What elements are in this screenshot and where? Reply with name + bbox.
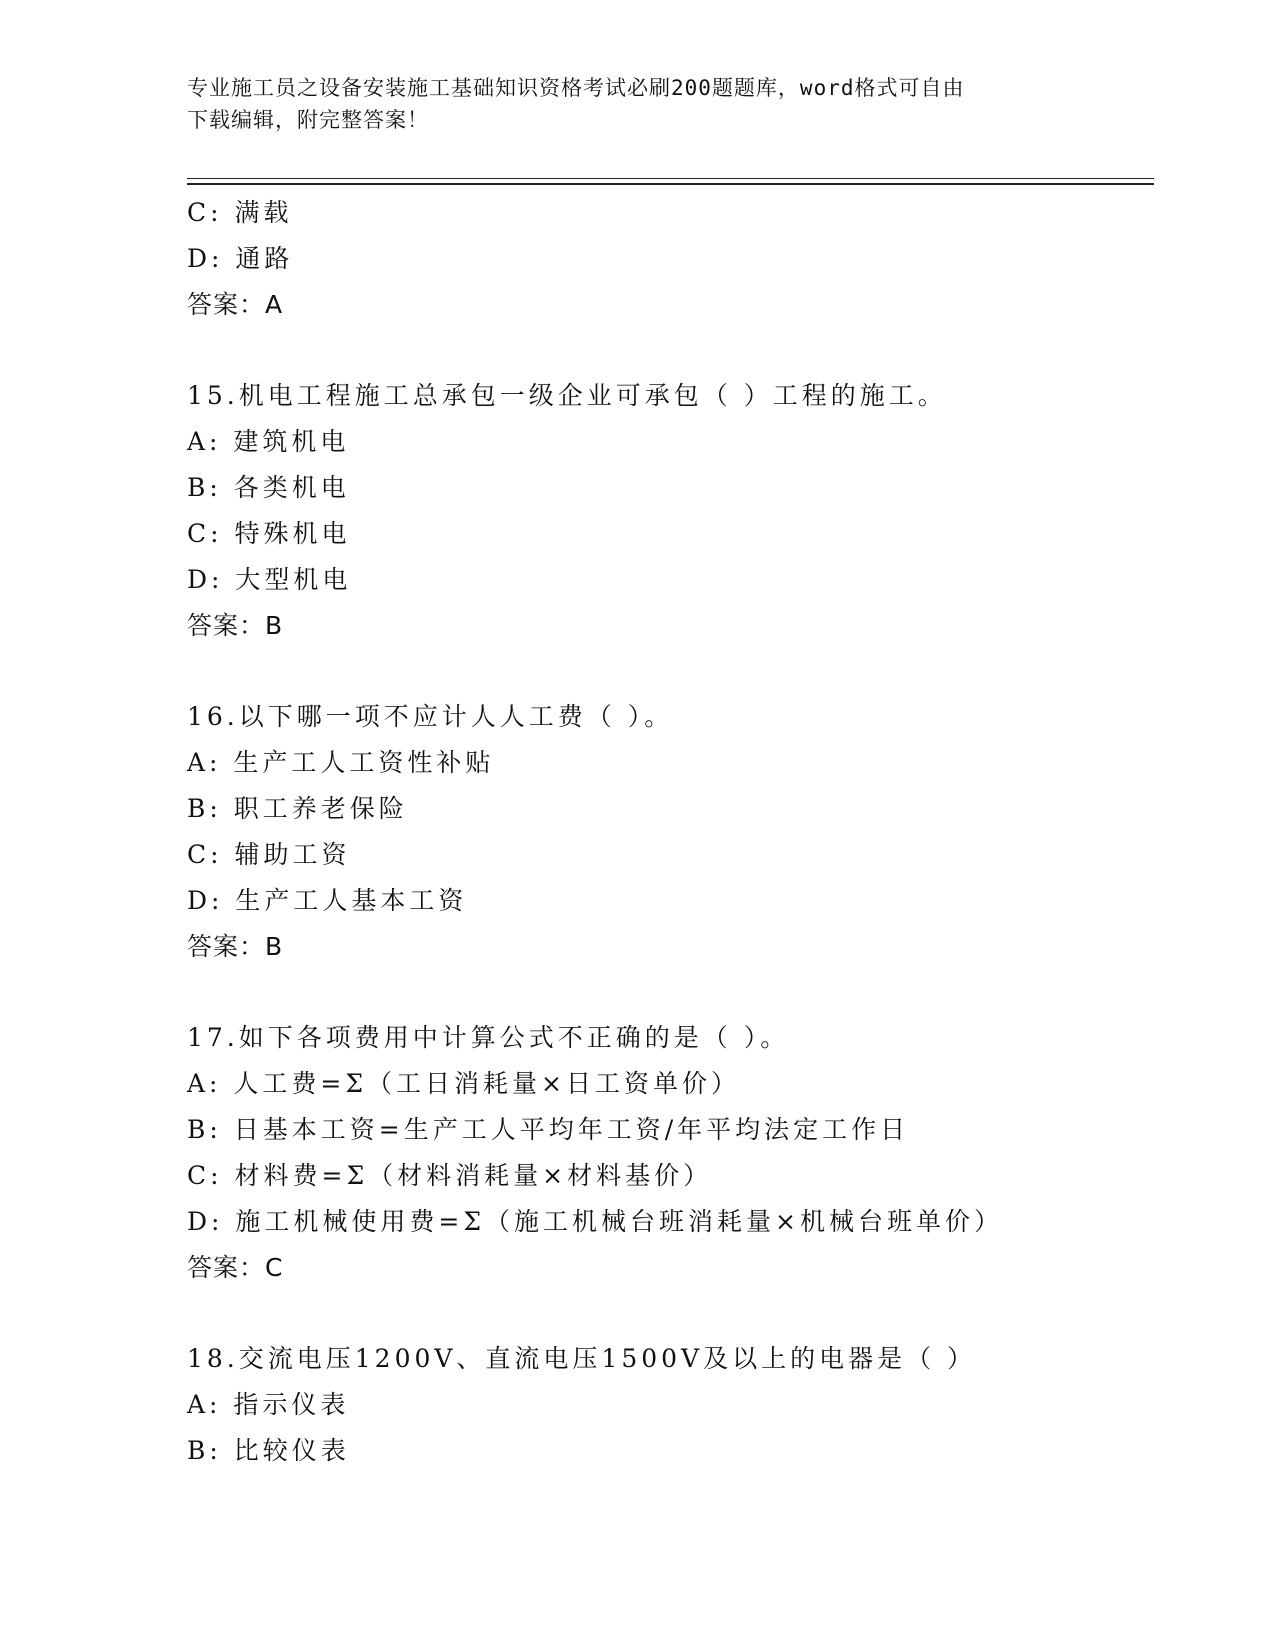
question-text: 18.交流电压1200V、直流电压1500V及以上的电器是（ ）	[187, 1344, 977, 1373]
option-a: A: 生产工人工资性补贴	[187, 748, 495, 777]
header-divider-thin	[187, 178, 1154, 179]
option-c: C: 材料费=Σ（材料消耗量×材料基价）	[187, 1161, 713, 1190]
option-b: B: 各类机电	[187, 473, 350, 502]
question-list	[187, 190, 1187, 1474]
option-b: B: 比较仪表	[187, 1436, 350, 1465]
question-block-15	[187, 373, 1187, 649]
option-c: C: 辅助工资	[187, 840, 351, 869]
spacer	[187, 649, 1187, 694]
document-header	[187, 72, 1087, 136]
option-c: C: 特殊机电	[187, 519, 351, 548]
spacer	[187, 328, 1187, 373]
option-c: C: 满载	[187, 198, 293, 227]
question-block-17	[187, 1015, 1187, 1291]
question-block-14	[187, 190, 1187, 328]
option-b: B: 职工养老保险	[187, 794, 408, 823]
answer-line: 答案：C	[187, 1253, 284, 1282]
header-title-line-2: 下载编辑，附完整答案！	[187, 108, 429, 132]
spacer	[187, 1291, 1187, 1336]
option-d: D: 大型机电	[187, 565, 352, 594]
answer-line: 答案：B	[187, 932, 284, 961]
option-b: B: 日基本工资=生产工人平均年工资/年平均法定工作日	[187, 1115, 910, 1144]
spacer	[187, 970, 1187, 1015]
option-d: D: 施工机械使用费=Σ（施工机械台班消耗量×机械台班单价）	[187, 1207, 1003, 1236]
answer-line: 答案：A	[187, 290, 284, 319]
header-title-line-1: 专业施工员之设备安装施工基础知识资格考试必刷200题题库，word格式可自由	[187, 76, 965, 100]
question-text: 15.机电工程施工总承包一级企业可承包（ ）工程的施工。	[187, 381, 947, 410]
option-a: A: 人工费=Σ（工日消耗量×日工资单价）	[187, 1069, 740, 1098]
answer-line: 答案：B	[187, 611, 284, 640]
option-d: D: 生产工人基本工资	[187, 886, 468, 915]
option-d: D: 通路	[187, 244, 294, 273]
question-block-18	[187, 1336, 1187, 1474]
question-block-16	[187, 694, 1187, 970]
question-text: 16.以下哪一项不应计人人工费（ ）。	[187, 702, 674, 731]
option-a: A: 建筑机电	[187, 427, 350, 456]
header-divider-thick	[187, 183, 1154, 185]
option-a: A: 指示仪表	[187, 1390, 350, 1419]
question-text: 17.如下各项费用中计算公式不正确的是（ ）。	[187, 1023, 790, 1052]
